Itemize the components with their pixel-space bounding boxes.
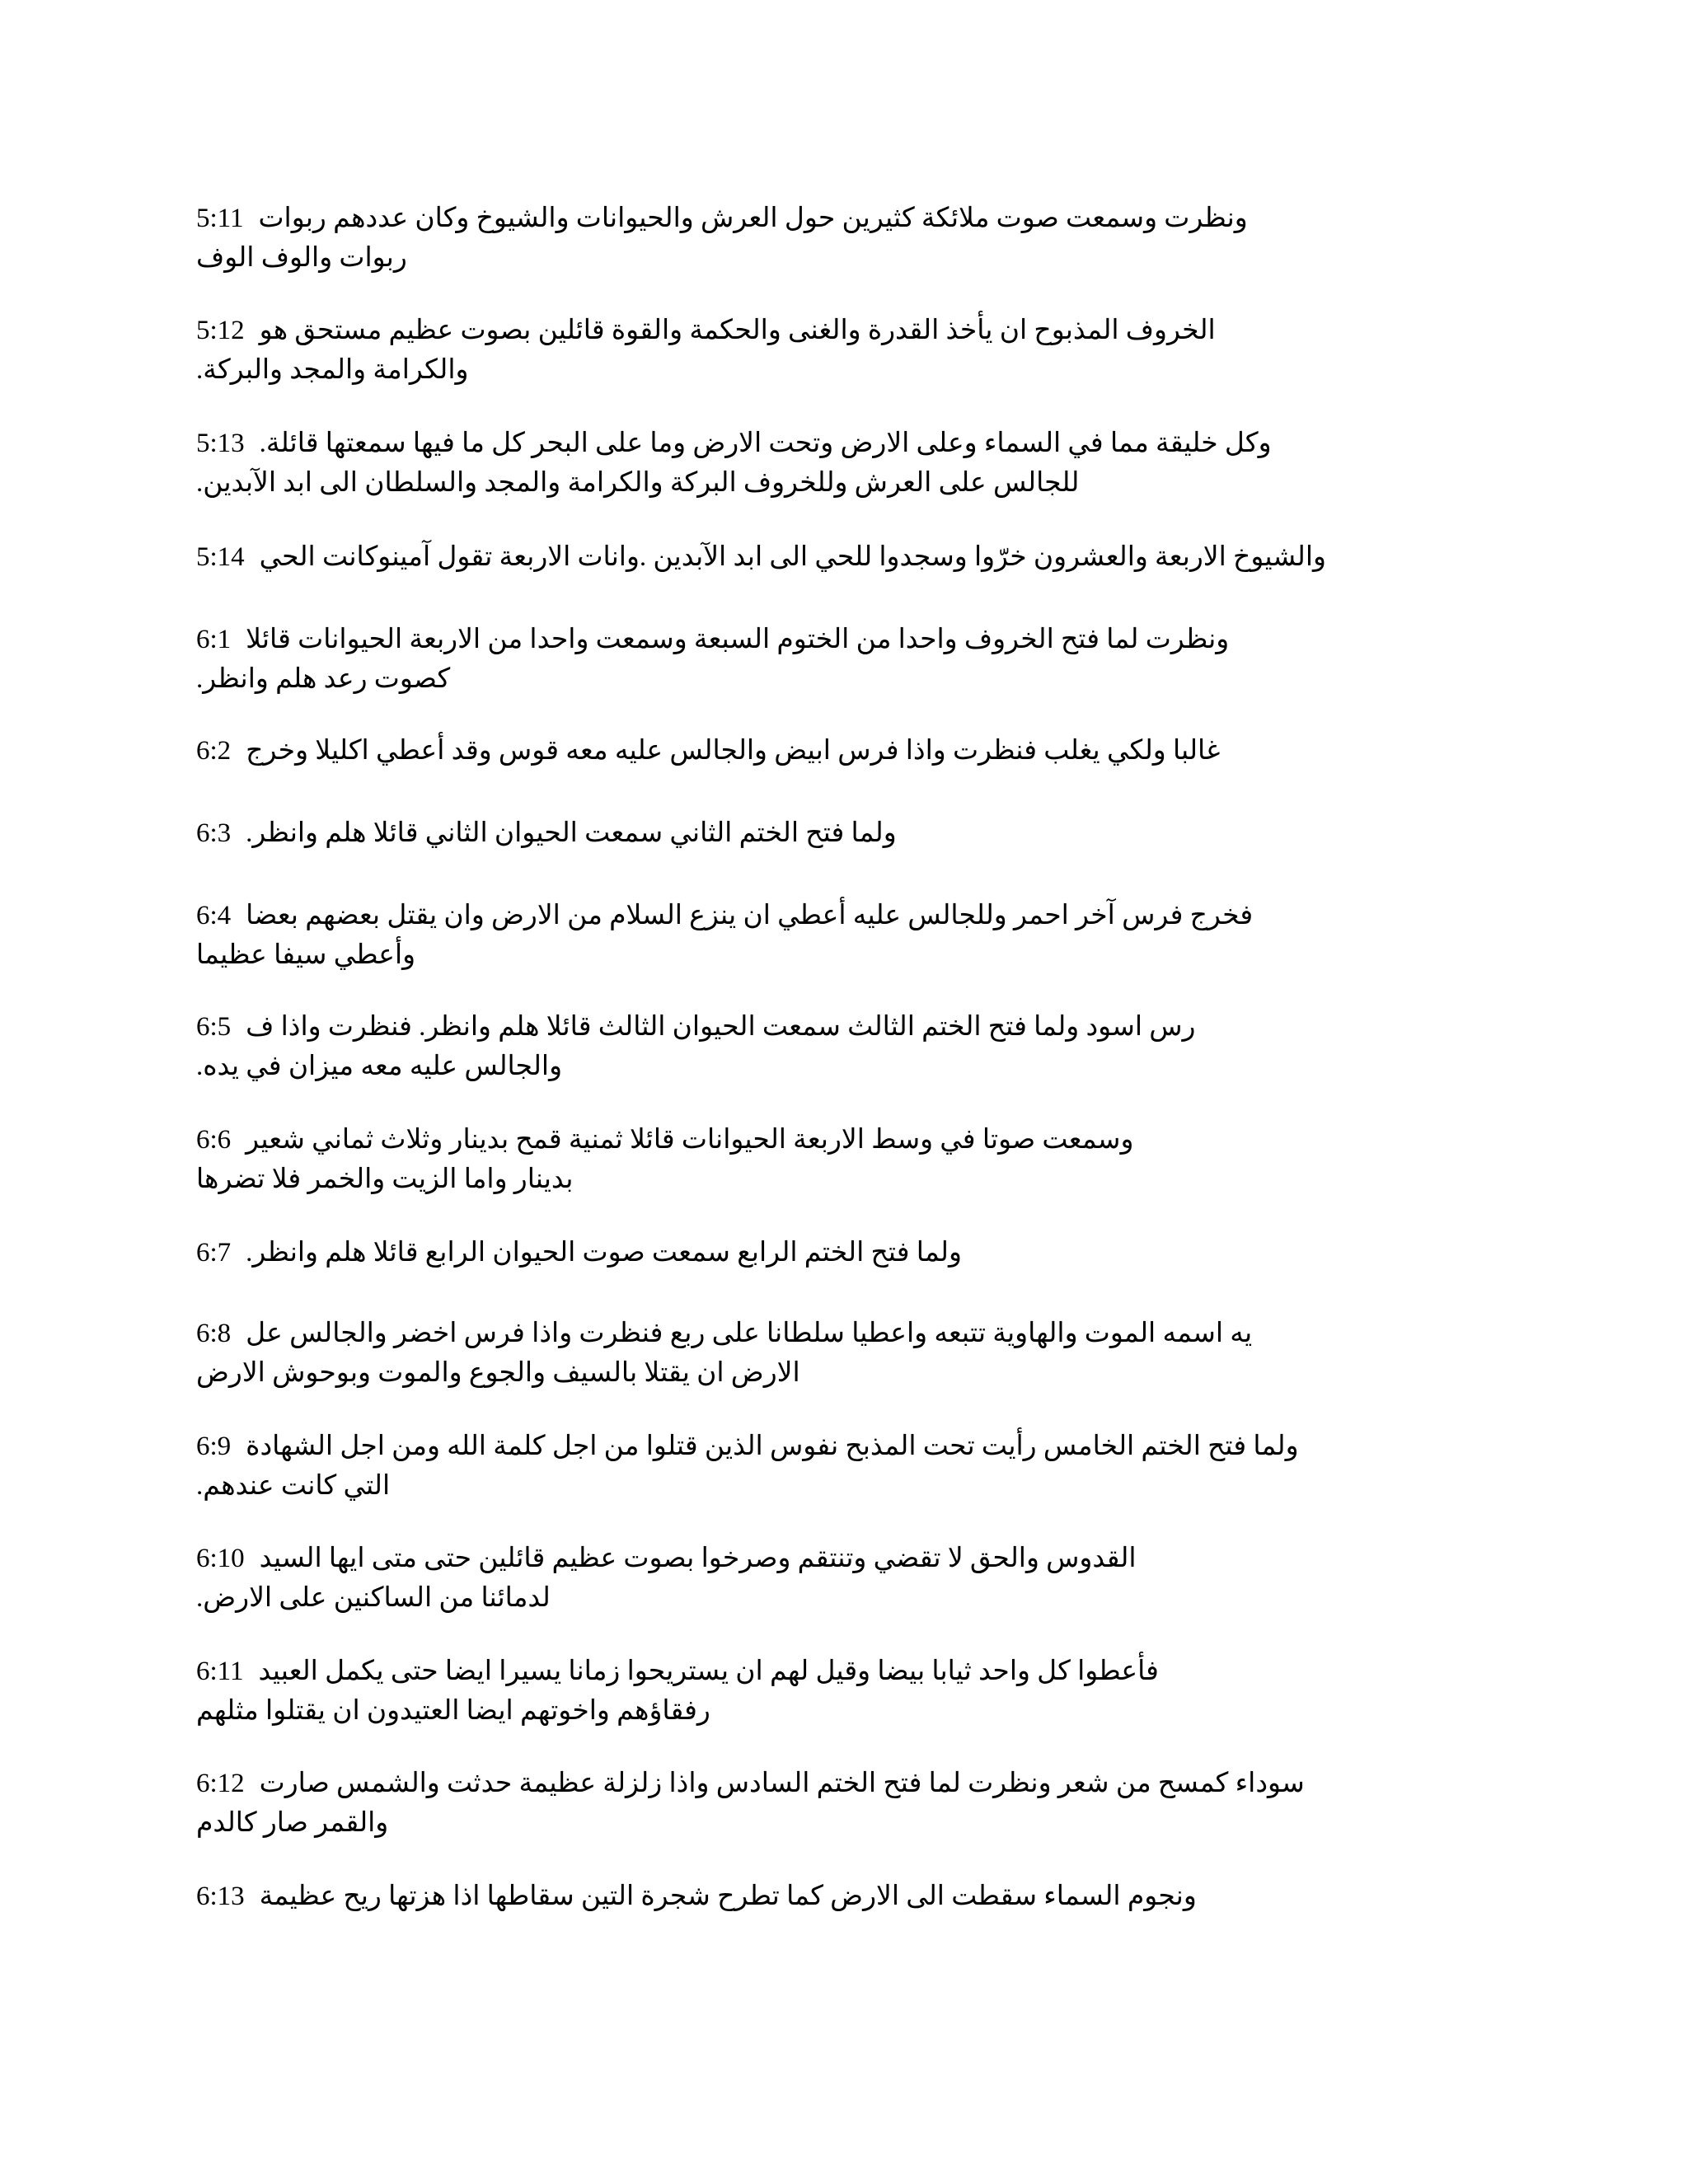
verse-line (196, 813, 1482, 853)
verse-line-continued (196, 659, 1482, 699)
verse-text: ولما فتح الختم الثاني سمعت الحيوان الثاني قائلا هلم وانظر. (246, 818, 897, 848)
verse-6-1 (196, 620, 1482, 699)
verse-line (196, 1652, 1482, 1691)
verse-line-continued (196, 1353, 1482, 1393)
verse-ref: 5:12 (196, 316, 245, 345)
verse-line (196, 199, 1482, 238)
verse-line (196, 311, 1482, 350)
verse-text-continued: لدمائنا من الساكنين على الارض. (196, 1583, 551, 1613)
verse-text-continued: والجالس عليه معه ميزان في يده. (196, 1052, 563, 1081)
verse-ref: 6:1 (196, 625, 232, 654)
verse-ref: 6:5 (196, 1012, 232, 1042)
verse-ref: 6:13 (196, 1882, 245, 1911)
verse-text-continued: والكرامة والمجد والبركة. (196, 355, 469, 385)
verse-ref: 6:12 (196, 1769, 245, 1798)
verse-line (196, 424, 1482, 463)
verse-ref: 5:13 (196, 429, 245, 458)
verse-6-10 (196, 1539, 1482, 1618)
verse-5-13 (196, 424, 1482, 503)
verse-line (196, 1764, 1482, 1803)
verse-text: ونجوم السماء سقطت الى الارض كما تطرح شجرة التين سقاطها اذا هزتها ريح عظيمة (259, 1882, 1197, 1911)
verse-5-11 (196, 199, 1482, 278)
verse-ref: 6:6 (196, 1125, 232, 1155)
verse-text-continued: الارض ان يقتلا بالسيف والجوع والموت وبوحوش الارض (196, 1358, 800, 1388)
verse-line-continued (196, 238, 1482, 278)
verse-6-13 (196, 1877, 1482, 1916)
verse-text: والشيوخ الاربعة والعشرون خرّوا وسجدوا للحي الى ابد الآبدين .وانات الاربعة تقول آمينوكانت الحي (259, 542, 1326, 572)
verse-text: الخروف المذبوح ان يأخذ القدرة والغنى والحكمة والقوة قائلين بصوت عظيم مستحق هو (259, 316, 1216, 345)
verse-ref: 6:8 (196, 1319, 232, 1348)
verse-ref: 6:4 (196, 901, 232, 930)
verse-line-continued (196, 1466, 1482, 1506)
verse-text-continued: ربوات والوف الوف (196, 243, 407, 273)
verse-text: ولما فتح الختم الرابع سمعت صوت الحيوان الرابع قائلا هلم وانظر. (246, 1238, 962, 1268)
verse-text-continued: التي كانت عندهم. (196, 1471, 391, 1501)
verse-ref: 6:10 (196, 1544, 245, 1573)
verse-6-4 (196, 896, 1482, 975)
verse-line (196, 537, 1482, 577)
verse-text-continued: كصوت رعد هلم وانظر. (196, 664, 451, 694)
verse-line (196, 1120, 1482, 1160)
verse-6-7 (196, 1233, 1482, 1272)
verse-text-continued: والقمر صار كالدم (196, 1808, 389, 1838)
verse-line (196, 1427, 1482, 1466)
verse-text-continued: للجالس على العرش وللخروف البركة والكرامة والمجد والسلطان الى ابد الآبدين. (196, 468, 1080, 498)
verse-6-5 (196, 1007, 1482, 1086)
verse-line-continued (196, 1691, 1482, 1731)
verse-text: وسمعت صوتا في وسط الاربعة الحيوانات قائلا ثمنية قمح بدينار وثلاث ثماني شعير (246, 1125, 1134, 1155)
verse-line (196, 1539, 1482, 1578)
verse-ref: 5:14 (196, 542, 245, 572)
verse-6-11 (196, 1652, 1482, 1731)
verse-text: سوداء كمسح من شعر ونظرت لما فتح الختم السادس واذا زلزلة عظيمة حدثت والشمس صارت (259, 1769, 1305, 1798)
verse-6-12 (196, 1764, 1482, 1843)
verse-6-6 (196, 1120, 1482, 1199)
verse-6-9 (196, 1427, 1482, 1506)
verse-text: غالبا ولكي يغلب فنظرت واذا فرس ابيض والجالس عليه معه قوس وقد أعطي اكليلا وخرج (246, 736, 1221, 766)
verse-text-continued: رفقاؤهم واخوتهم ايضا العتيدون ان يقتلوا مثلهم (196, 1696, 710, 1726)
verse-line-continued (196, 463, 1482, 503)
verse-ref: 5:11 (196, 204, 244, 233)
verse-line-continued (196, 1578, 1482, 1618)
verse-line (196, 1233, 1482, 1272)
verse-text: فخرج فرس آخر احمر وللجالس عليه أعطي ان ينزع السلام من الارض وان يقتل بعضهم بعضا (246, 901, 1254, 930)
verse-text: فأعطوا كل واحد ثيابا بيضا وقيل لهم ان يستريحوا زمانا يسيرا ايضا حتى يكمل العبيد (258, 1657, 1159, 1686)
verse-line (196, 896, 1482, 935)
verse-text-continued: بدينار واما الزيت والخمر فلا تضرها (196, 1165, 574, 1194)
verse-line (196, 1314, 1482, 1353)
verse-line (196, 1877, 1482, 1916)
verse-text: ولما فتح الختم الخامس رأيت تحت المذبح نفوس الذين قتلوا من اجل كلمة الله ومن اجل الشهادة (246, 1432, 1299, 1461)
verse-5-12 (196, 311, 1482, 390)
verse-text: رس اسود ولما فتح الختم الثالث سمعت الحيوان الثالث قائلا هلم وانظر. فنظرت واذا ف (246, 1012, 1196, 1042)
verse-line-continued (196, 350, 1482, 390)
verse-ref: 6:2 (196, 736, 232, 766)
verse-text-continued: وأعطي سيفا عظيما (196, 940, 416, 970)
verse-text: يه اسمه الموت والهاوية تتبعه واعطيا سلطانا على ربع فنظرت واذا فرس اخضر والجالس عل (246, 1319, 1253, 1348)
verse-6-3 (196, 813, 1482, 853)
verse-ref: 6:3 (196, 818, 232, 848)
verse-line (196, 620, 1482, 659)
verse-line-continued (196, 1160, 1482, 1199)
verse-5-14 (196, 537, 1482, 577)
verse-line (196, 1007, 1482, 1047)
verse-6-2 (196, 731, 1482, 771)
verse-line-continued (196, 1803, 1482, 1843)
verse-line (196, 731, 1482, 771)
verse-text: ونظرت لما فتح الخروف واحدا من الختوم السبعة وسمعت واحدا من الاربعة الحيوانات قائلا (246, 625, 1230, 654)
verse-6-8 (196, 1314, 1482, 1393)
verse-text: القدوس والحق لا تقضي وتنتقم وصرخوا بصوت عظيم قائلين حتى متى ايها السيد (259, 1544, 1137, 1573)
verse-text: وكل خليقة مما في السماء وعلى الارض وتحت الارض وما على البحر كل ما فيها سمعتها قائلة. (259, 429, 1272, 458)
verse-ref: 6:11 (196, 1657, 244, 1686)
verse-line-continued (196, 935, 1482, 975)
verse-ref: 6:9 (196, 1432, 232, 1461)
verse-line-continued (196, 1047, 1482, 1086)
verse-ref: 6:7 (196, 1238, 232, 1268)
verse-text: ونظرت وسمعت صوت ملائكة كثيرين حول العرش والحيوانات والشيوخ وكان عددهم ربوات (258, 204, 1248, 233)
